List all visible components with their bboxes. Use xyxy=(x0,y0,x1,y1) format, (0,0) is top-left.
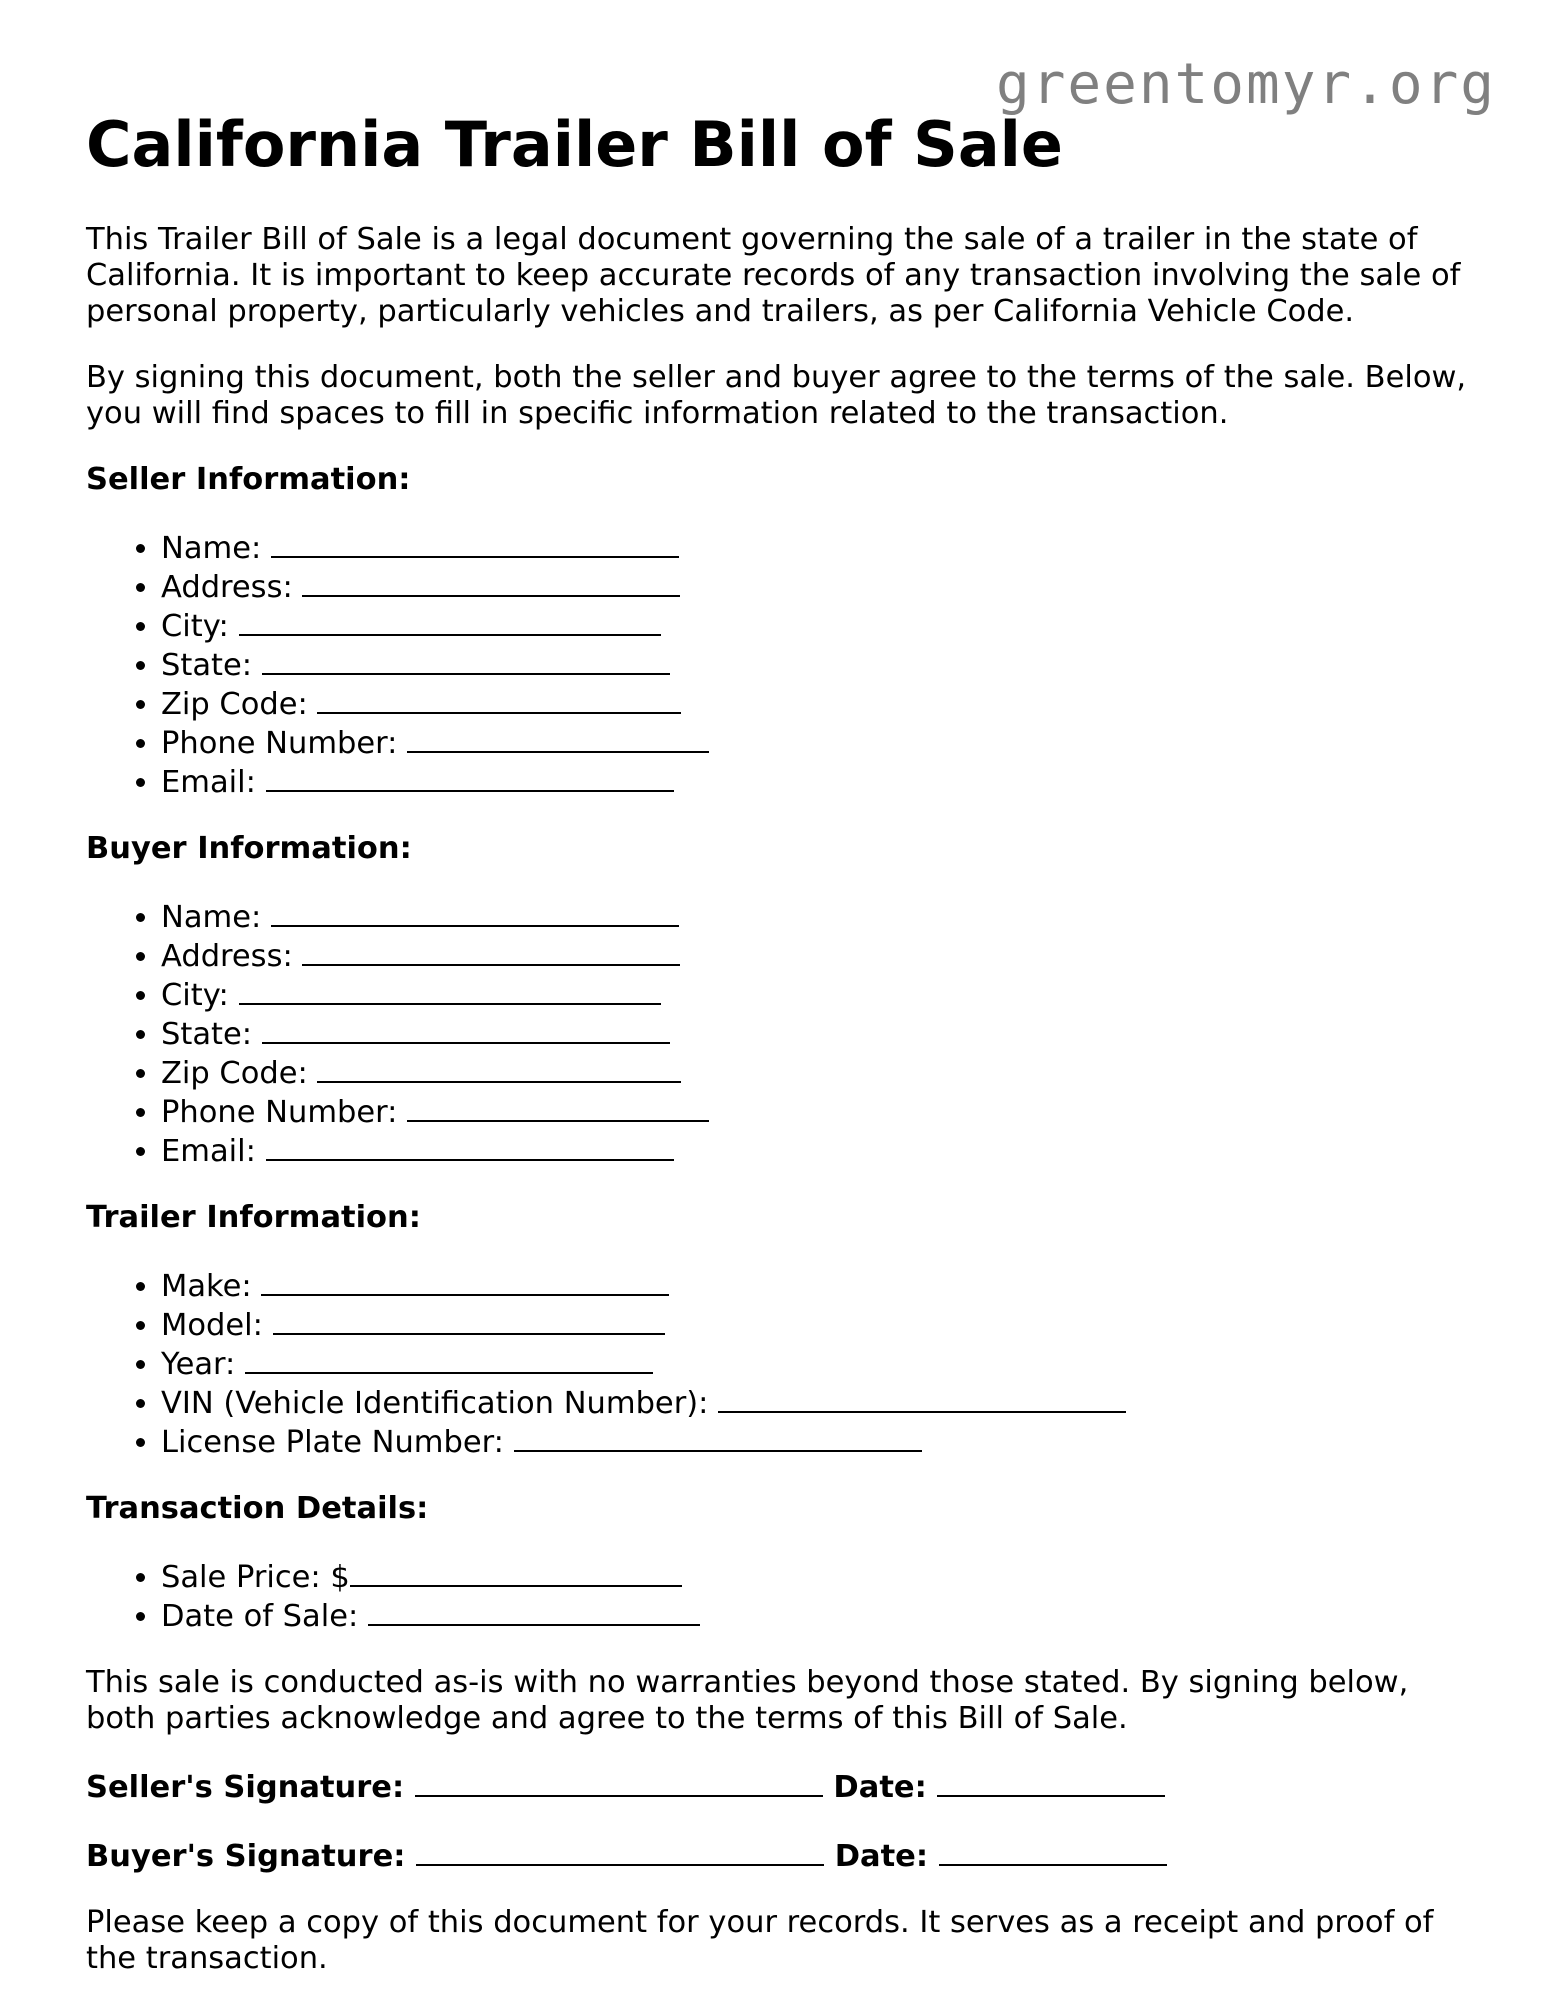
field-label: Address: xyxy=(161,570,293,606)
intro-paragraph-1: This Trailer Bill of Sale is a legal document governing the sale of a trailer in the state of California. It is important to keep accurate records of any transaction involving the sale of personal property, particularly vehicles and trailers, as per California Vehicle Code. xyxy=(86,222,1461,330)
buyer-signature-row xyxy=(86,1836,1476,1875)
seller-address-field xyxy=(161,567,1476,606)
field-label: License Plate Number: xyxy=(161,1425,504,1461)
field-label: Zip Code: xyxy=(161,687,308,723)
blank-line[interactable] xyxy=(271,897,679,927)
trailer-make-field xyxy=(161,1266,1476,1305)
transaction-heading: Transaction Details: xyxy=(86,1491,429,1527)
seller-heading: Seller Information: xyxy=(86,462,411,498)
field-label: Make: xyxy=(161,1269,252,1305)
blank-line[interactable] xyxy=(302,567,680,597)
trailer-vin-field xyxy=(161,1383,1476,1422)
buyer-fields-list xyxy=(86,897,1476,1170)
seller-signature-label: Seller's Signature: xyxy=(86,1770,405,1806)
seller-signature-row xyxy=(86,1767,1476,1806)
blank-line[interactable] xyxy=(239,606,661,636)
blank-line[interactable] xyxy=(718,1383,1126,1413)
trailer-heading: Trailer Information: xyxy=(86,1200,421,1236)
blank-line[interactable] xyxy=(261,1266,669,1296)
buyer-city-field xyxy=(161,975,1476,1014)
document-page xyxy=(86,108,1476,2007)
field-label: Email: xyxy=(161,1134,256,1170)
blank-line[interactable] xyxy=(368,1596,700,1626)
intro-paragraph-2: By signing this document, both the seller and buyer agree to the terms of the sale. Below, you will find spaces to fill in specific information related to the transaction. xyxy=(86,360,1467,432)
buyer-signature-label: Buyer's Signature: xyxy=(86,1839,406,1875)
field-label: City: xyxy=(161,609,229,645)
field-label: Name: xyxy=(161,531,262,567)
blank-line[interactable] xyxy=(407,723,709,753)
field-label: Name: xyxy=(161,900,262,936)
seller-city-field xyxy=(161,606,1476,645)
buyer-signature-blank[interactable] xyxy=(416,1836,824,1866)
blank-line[interactable] xyxy=(407,1092,709,1122)
trailer-plate-field xyxy=(161,1422,1476,1461)
sale-date-field xyxy=(161,1596,1476,1635)
buyer-date-label: Date: xyxy=(834,1839,929,1875)
field-label: State: xyxy=(161,648,253,684)
trailer-model-field xyxy=(161,1305,1476,1344)
blank-line[interactable] xyxy=(245,1344,653,1374)
field-label: Model: xyxy=(161,1308,263,1344)
blank-line[interactable] xyxy=(273,1305,665,1335)
buyer-phone-field xyxy=(161,1092,1476,1131)
seller-date-label: Date: xyxy=(833,1770,927,1806)
disclaimer-paragraph: This sale is conducted as-is with no warranties beyond those stated. By signing below, both parties acknowledge and agree to the terms of this Bill of Sale. xyxy=(86,1665,1409,1737)
field-label: Address: xyxy=(161,939,293,975)
field-label: Email: xyxy=(161,765,256,801)
seller-zip-field xyxy=(161,684,1476,723)
sale-price-field xyxy=(161,1557,1476,1596)
seller-phone-field xyxy=(161,723,1476,762)
field-label: Year: xyxy=(161,1347,236,1383)
seller-state-field xyxy=(161,645,1476,684)
buyer-address-field xyxy=(161,936,1476,975)
page-title: California Trailer Bill of Sale xyxy=(86,108,1063,181)
field-label: City: xyxy=(161,978,229,1014)
field-label: Date of Sale: xyxy=(161,1599,359,1635)
buyer-name-field xyxy=(161,897,1476,936)
buyer-email-field xyxy=(161,1131,1476,1170)
blank-line[interactable] xyxy=(317,684,681,714)
blank-line[interactable] xyxy=(271,528,679,558)
trailer-fields-list xyxy=(86,1266,1476,1461)
buyer-heading: Buyer Information: xyxy=(86,831,412,867)
blank-line[interactable] xyxy=(266,762,674,792)
field-label: Sale Price: $ xyxy=(161,1560,350,1596)
seller-email-field xyxy=(161,762,1476,801)
seller-signature-blank[interactable] xyxy=(415,1767,823,1797)
seller-name-field xyxy=(161,528,1476,567)
blank-line[interactable] xyxy=(266,1131,674,1161)
blank-line[interactable] xyxy=(239,975,661,1005)
blank-line[interactable] xyxy=(302,936,680,966)
trailer-year-field xyxy=(161,1344,1476,1383)
blank-line[interactable] xyxy=(350,1557,682,1587)
field-label: Phone Number: xyxy=(161,726,398,762)
blank-line[interactable] xyxy=(317,1053,681,1083)
seller-fields-list xyxy=(86,528,1476,801)
buyer-zip-field xyxy=(161,1053,1476,1092)
field-label: VIN (Vehicle Identification Number): xyxy=(161,1386,709,1422)
field-label: Zip Code: xyxy=(161,1056,308,1092)
watermark: greentomyr.org xyxy=(995,52,1496,117)
seller-date-blank[interactable] xyxy=(937,1767,1165,1797)
blank-line[interactable] xyxy=(262,645,670,675)
buyer-state-field xyxy=(161,1014,1476,1053)
buyer-date-blank[interactable] xyxy=(939,1836,1167,1866)
field-label: Phone Number: xyxy=(161,1095,398,1131)
blank-line[interactable] xyxy=(514,1422,922,1452)
footer-note: Please keep a copy of this document for your records. It serves as a receipt and proof of the transaction. xyxy=(86,1905,1434,1977)
transaction-fields-list xyxy=(86,1557,1476,1635)
blank-line[interactable] xyxy=(262,1014,670,1044)
field-label: State: xyxy=(161,1017,253,1053)
